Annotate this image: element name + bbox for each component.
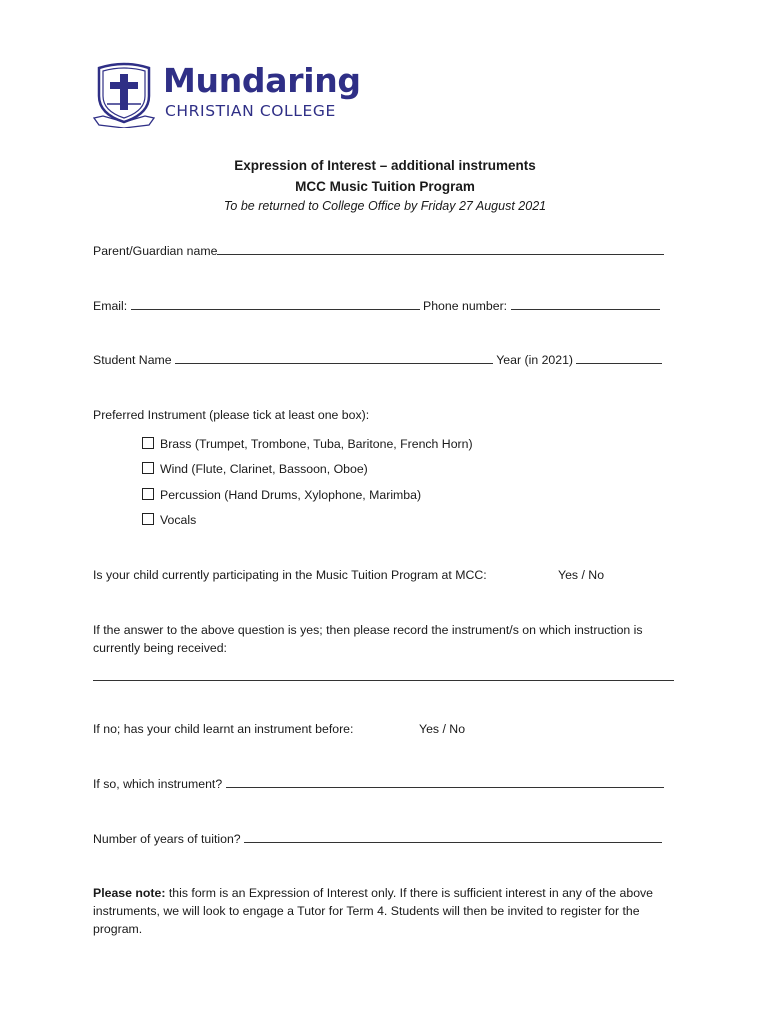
form-subtitle: MCC Music Tuition Program [295, 179, 475, 194]
years-tuition-row [93, 831, 678, 847]
instrument-option-label: Percussion (Hand Drums, Xylophone, Marimba) [160, 488, 422, 502]
instrument-option [142, 461, 368, 477]
instrument-option-label: Vocals [160, 513, 197, 527]
vocals-checkbox[interactable] [142, 513, 154, 525]
year-field[interactable] [576, 352, 662, 364]
percussion-checkbox[interactable] [142, 488, 154, 500]
which-instrument-field[interactable] [226, 776, 664, 788]
please-note-text: this form is an Expression of Interest only. If there is sufficient interest in any of the above instruments, we will look to engage a Tutor for Term 4. Students will then be invited to register for the program. [93, 886, 654, 936]
logo-name: Mundaring [163, 61, 361, 100]
email-phone-row [93, 298, 678, 314]
current-instrument-field[interactable] [93, 669, 674, 681]
crest-icon [93, 62, 155, 128]
instrument-option [142, 512, 196, 528]
parent-name-row [93, 243, 678, 259]
instrument-prompt: Preferred Instrument (please tick at least one box): [93, 408, 370, 422]
student-year-row [93, 352, 678, 368]
student-name-label: Student Name [93, 353, 176, 367]
instrument-option-label: Brass (Trumpet, Trombone, Tuba, Baritone, French Horn) [160, 437, 473, 451]
phone-field[interactable] [511, 298, 660, 310]
return-note: To be returned to College Office by Friday 27 August 2021 [223, 199, 547, 213]
current-program-yes-no[interactable]: Yes / No [558, 568, 605, 582]
instrument-option-label: Wind (Flute, Clarinet, Bassoon, Oboe) [160, 462, 368, 476]
if-yes-question: If the answer to the above question is yes; then please record the instrument/s on which instruction is currently being received: [93, 623, 643, 655]
years-tuition-label: Number of years of tuition? [93, 832, 245, 846]
email-field[interactable] [131, 298, 420, 310]
wind-checkbox[interactable] [142, 462, 154, 474]
form-title: Expression of Interest – additional instruments [234, 158, 536, 173]
parent-name-label: Parent/Guardian name [93, 244, 218, 258]
phone-label: Phone number: [419, 299, 511, 313]
instrument-option [142, 487, 421, 503]
instrument-option [142, 436, 473, 452]
which-instrument-row [93, 776, 678, 792]
learnt-before-yes-no[interactable]: Yes / No [419, 722, 466, 736]
college-logo [93, 61, 361, 128]
student-name-field[interactable] [175, 352, 493, 364]
please-note-paragraph [93, 884, 678, 938]
year-label: Year (in 2021) [493, 353, 577, 367]
logo-subtitle: CHRISTIAN COLLEGE [165, 102, 336, 120]
years-tuition-field[interactable] [244, 831, 662, 843]
email-label: Email: [93, 299, 131, 313]
brass-checkbox[interactable] [142, 437, 154, 449]
if-no-question: If no; has your child learnt an instrument before: [93, 722, 354, 736]
please-note-label: Please note: [93, 886, 166, 900]
parent-name-field[interactable] [217, 243, 664, 255]
current-program-question: Is your child currently participating in the Music Tuition Program at MCC: [93, 568, 487, 582]
which-instrument-label: If so, which instrument? [93, 777, 226, 791]
